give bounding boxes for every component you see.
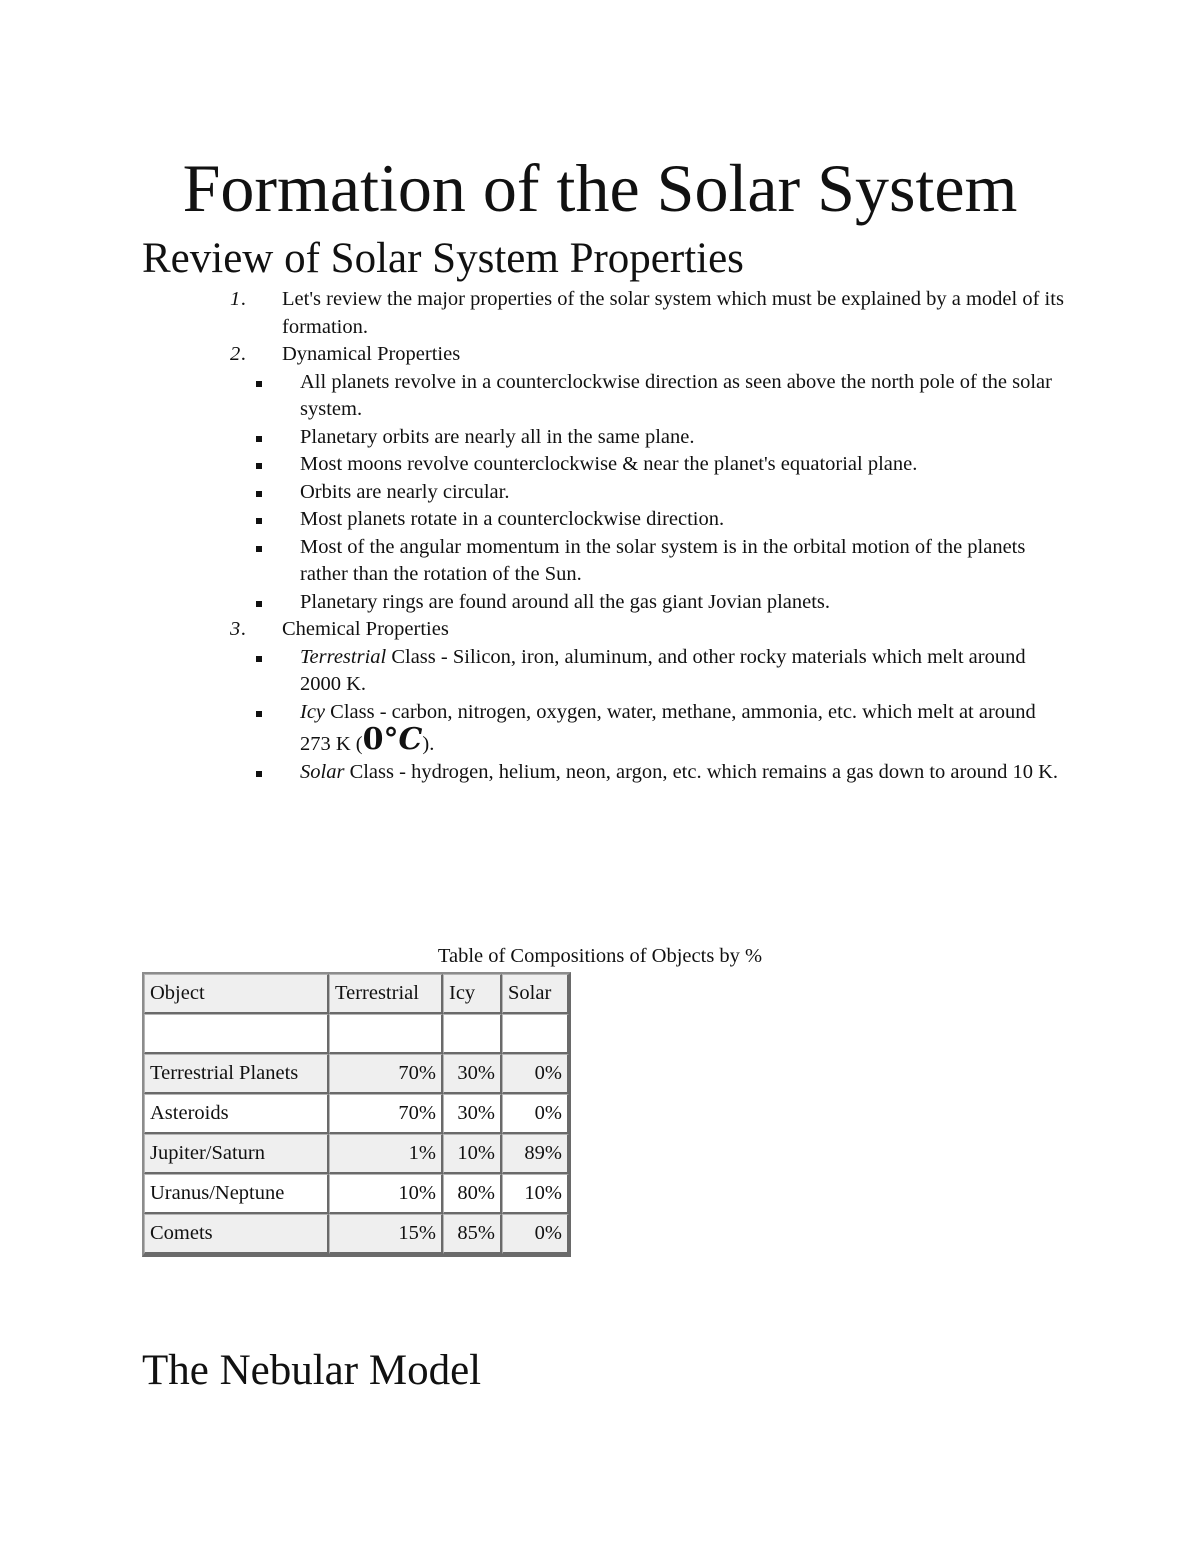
list-item-2 xyxy=(230,341,1070,369)
header-cell: Object xyxy=(144,974,329,1014)
table-cell: Terrestrial Planets xyxy=(144,1054,329,1094)
table-cell: 10% xyxy=(443,1134,502,1174)
square-bullet-icon xyxy=(256,518,262,524)
square-bullet-icon xyxy=(256,711,262,717)
class-term: Icy xyxy=(300,700,326,723)
table-cell: 89% xyxy=(502,1134,569,1174)
sublist-item-terrestrial: Terrestrial Class - Silicon, iron, aluminum, and other rocky materials which melt around 2000 K. xyxy=(300,644,1070,699)
sublist-item-icy: Icy Class - carbon, nitrogen, oxygen, water, methane, ammonia, etc. which melt at around 273 K (0°C). xyxy=(300,699,1070,759)
table-cell: 70% xyxy=(329,1054,443,1094)
square-bullet-icon xyxy=(256,463,262,469)
table-cell: 0% xyxy=(502,1054,569,1094)
list-item-1 xyxy=(230,286,1070,341)
class-term: Terrestrial xyxy=(300,645,387,668)
square-bullet-icon xyxy=(256,436,262,442)
composition-table xyxy=(142,972,571,1257)
dynamical-properties-sublist xyxy=(230,369,1070,617)
sublist-item: Most planets rotate in a counterclockwise direction. xyxy=(300,506,1070,534)
table-row xyxy=(144,1134,569,1174)
table-cell: Uranus/Neptune xyxy=(144,1174,329,1214)
table-cell: 1% xyxy=(329,1134,443,1174)
table-cell xyxy=(502,1014,569,1054)
table-cell: 70% xyxy=(329,1094,443,1134)
properties-list xyxy=(230,286,1070,786)
section-heading-nebular: The Nebular Model xyxy=(142,1347,482,1394)
table-cell: Comets xyxy=(144,1214,329,1254)
table-cell xyxy=(329,1014,443,1054)
table-cell: Jupiter/Saturn xyxy=(144,1134,329,1174)
square-bullet-icon xyxy=(256,656,262,662)
list-item-text: Let's review the major properties of the solar system which must be explained by a model of its formation. xyxy=(282,288,1064,338)
list-number: 3. xyxy=(230,618,248,640)
section-heading-review: Review of Solar System Properties xyxy=(142,235,744,282)
sublist-item: Planetary orbits are nearly all in the same plane. xyxy=(300,424,1070,452)
sublist-item: Most of the angular momentum in the solar system is in the orbital motion of the planets rather than the rotation of the Sun. xyxy=(300,534,1070,589)
square-bullet-icon xyxy=(256,546,262,552)
table-cell xyxy=(443,1014,502,1054)
table-row xyxy=(144,1214,569,1254)
table-row xyxy=(144,1054,569,1094)
sublist-item: Most moons revolve counterclockwise & near the planet's equatorial plane. xyxy=(300,451,1070,479)
table-cell: 0% xyxy=(502,1214,569,1254)
table-cell: 85% xyxy=(443,1214,502,1254)
sublist-item: All planets revolve in a counterclockwise direction as seen above the north pole of the solar system. xyxy=(300,369,1070,424)
zero-celsius-formula: 0°C xyxy=(362,722,423,757)
table-row xyxy=(144,1174,569,1214)
table-cell: 30% xyxy=(443,1054,502,1094)
square-bullet-icon xyxy=(256,601,262,607)
list-number: 1. xyxy=(230,288,248,310)
list-item-3 xyxy=(230,616,1070,644)
table-cell: 15% xyxy=(329,1214,443,1254)
table-cell: 10% xyxy=(502,1174,569,1214)
table-row xyxy=(144,1094,569,1134)
sublist-item: Planetary rings are found around all the gas giant Jovian planets. xyxy=(300,589,1070,617)
header-cell: Solar xyxy=(502,974,569,1014)
table-cell xyxy=(144,1014,329,1054)
list-item-text: Chemical Properties xyxy=(282,618,449,640)
table-header-row xyxy=(144,974,569,1014)
table-caption: Table of Compositions of Objects by % xyxy=(437,945,763,967)
sublist-item-solar: Solar Class - hydrogen, helium, neon, argon, etc. which remains a gas down to around 10 K. xyxy=(300,759,1070,787)
list-number: 2. xyxy=(230,343,248,365)
list-item-text: Dynamical Properties xyxy=(282,343,461,365)
page-title: Formation of the Solar System xyxy=(182,150,1018,226)
sublist-item: Orbits are nearly circular. xyxy=(300,479,1070,507)
table-cell: 30% xyxy=(443,1094,502,1134)
table-cell: Asteroids xyxy=(144,1094,329,1134)
table-row xyxy=(144,1014,569,1054)
header-cell: Icy xyxy=(443,974,502,1014)
table-cell: 10% xyxy=(329,1174,443,1214)
table-cell: 80% xyxy=(443,1174,502,1214)
square-bullet-icon xyxy=(256,491,262,497)
table-cell: 0% xyxy=(502,1094,569,1134)
chemical-properties-sublist xyxy=(230,644,1070,787)
square-bullet-icon xyxy=(256,381,262,387)
header-cell: Terrestrial xyxy=(329,974,443,1014)
class-term: Solar xyxy=(300,760,345,783)
square-bullet-icon xyxy=(256,771,262,777)
